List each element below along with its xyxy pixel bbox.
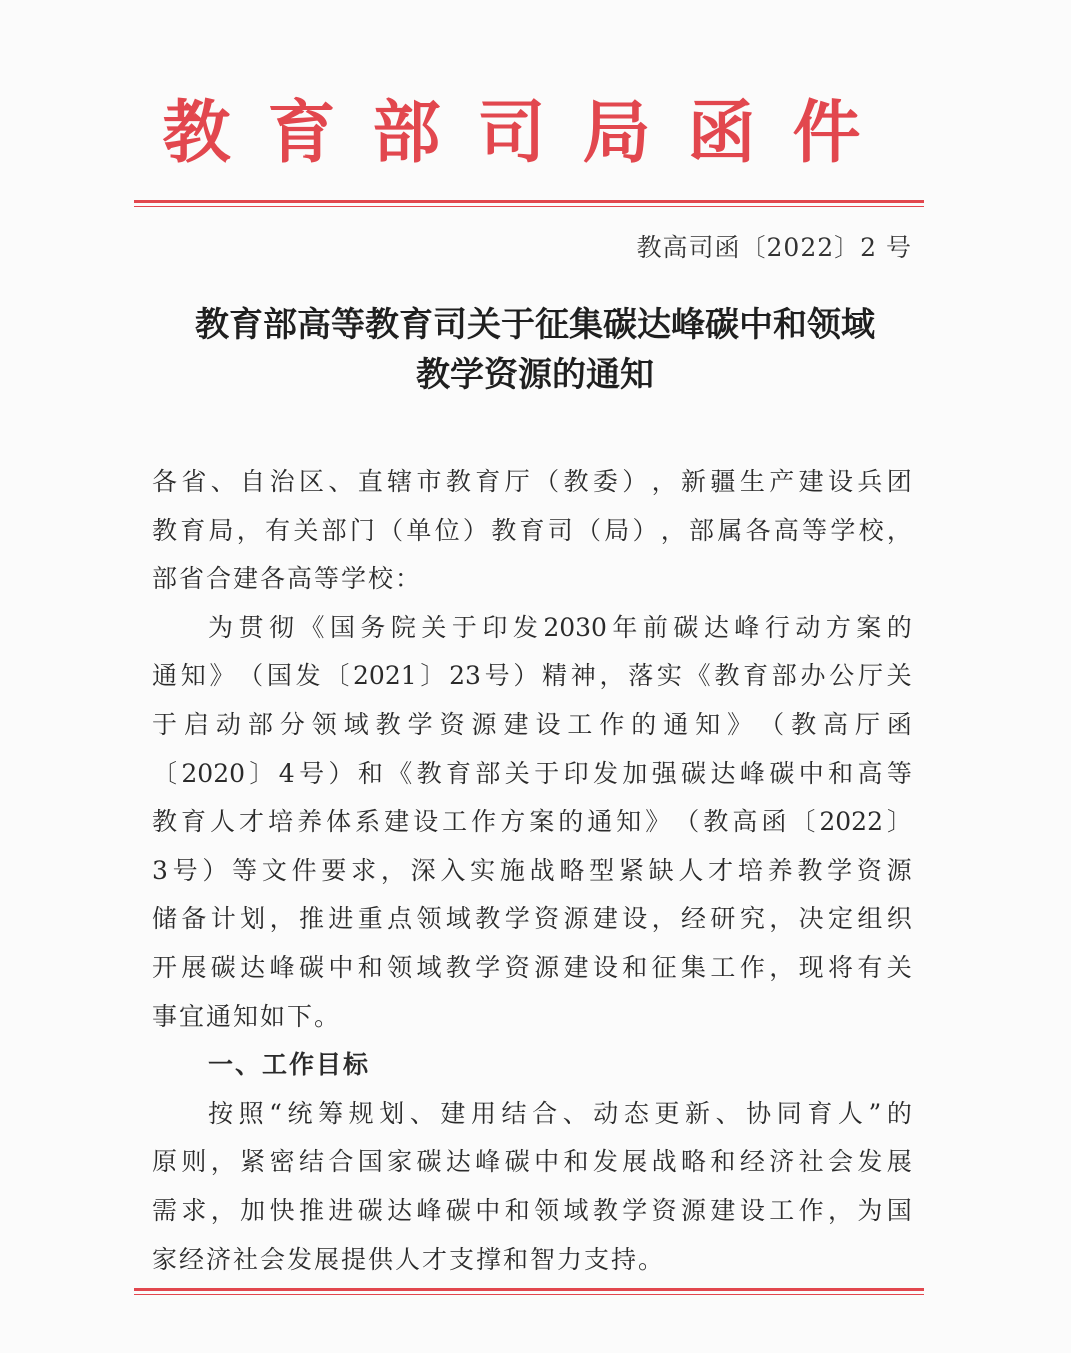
body-line: 需 求 ， 加 快 推 进 碳 达 峰 碳 中 和 领 域 教 学 资 源 建 设 工 作 ， 为 国 (152, 1195, 912, 1225)
body-line: 开 展 碳 达 峰 碳 中 和 领 域 教 学 资 源 建 设 和 征 集 工 作 ， 现 将 有 关 (152, 952, 912, 982)
document-title-line-1: 教育部高等教育司关于征集碳达峰碳中和领域 (195, 305, 875, 345)
footer-red-rule (134, 1288, 924, 1295)
document-number: 教高司函〔2022〕2 号 (636, 233, 912, 262)
body-line: 〔 2020 〕 4 号 ） 和 《 教 育 部 关 于 印 发 加 强 碳 达 峰 碳 中 和 高 等 (152, 758, 912, 788)
letterhead-red-rule (134, 200, 924, 207)
body-line: 通 知 》 （ 国 发 〔 2021 〕 23 号 ） 精 神 ， 落 实 《 教 育 部 办 公 厅 关 (152, 661, 912, 691)
body-line: 储 备 计 划 ， 推 进 重 点 领 域 教 学 资 源 建 设 ， 经 研 究 ， 决 定 组 织 (152, 904, 912, 934)
section-heading: 一、工作目标 (208, 1050, 371, 1080)
body-line: 3 号 ） 等 文 件 要 求 ， 深 入 实 施 战 略 型 紧 缺 人 才 培 养 教 学 资 源 (152, 855, 912, 885)
body-line: 教 育 人 才 培 养 体 系 建 设 工 作 方 案 的 通 知 》 （ 教 高 函 〔 2022 〕 (152, 807, 912, 837)
body-line: 部省合建各高等学校： (152, 564, 423, 594)
body-line: 家经济社会发展提供人才支撑和智力支持。 (152, 1244, 666, 1274)
body-line: 为 贯 彻 《 国 务 院 关 于 印 发 2030 年 前 碳 达 峰 行 动 方 案 的 (208, 612, 912, 642)
document-title (140, 300, 930, 400)
body-line: 各 省 、 自 治 区 、 直 辖 市 教 育 厅 （ 教 委 ） ， 新 疆 生 产 建 设 兵 团 (152, 467, 912, 496)
document-body (152, 458, 912, 1284)
body-line: 按 照 “ 统 筹 规 划 、 建 用 结 合 、 动 态 更 新 、 协 同 育 人 ” 的 (208, 1098, 912, 1128)
body-line: 原 则 ， 紧 密 结 合 国 家 碳 达 峰 碳 中 和 发 展 战 略 和 经 济 社 会 发 展 (152, 1147, 912, 1177)
body-line: 事宜通知如下。 (152, 1001, 342, 1031)
letterhead-title: 教育部司局函件 (162, 93, 898, 173)
body-line: 于 启 动 部 分 领 域 教 学 资 源 建 设 工 作 的 通 知 》 （ 教 高 厅 函 (152, 709, 912, 739)
body-line: 教 育 局 ， 有 关 部 门 （ 单 位 ） 教 育 司 （ 局 ） ， 部 属 各 高 等 学 校 ， (152, 515, 912, 545)
document-title-line-2: 教学资源的通知 (416, 355, 654, 395)
